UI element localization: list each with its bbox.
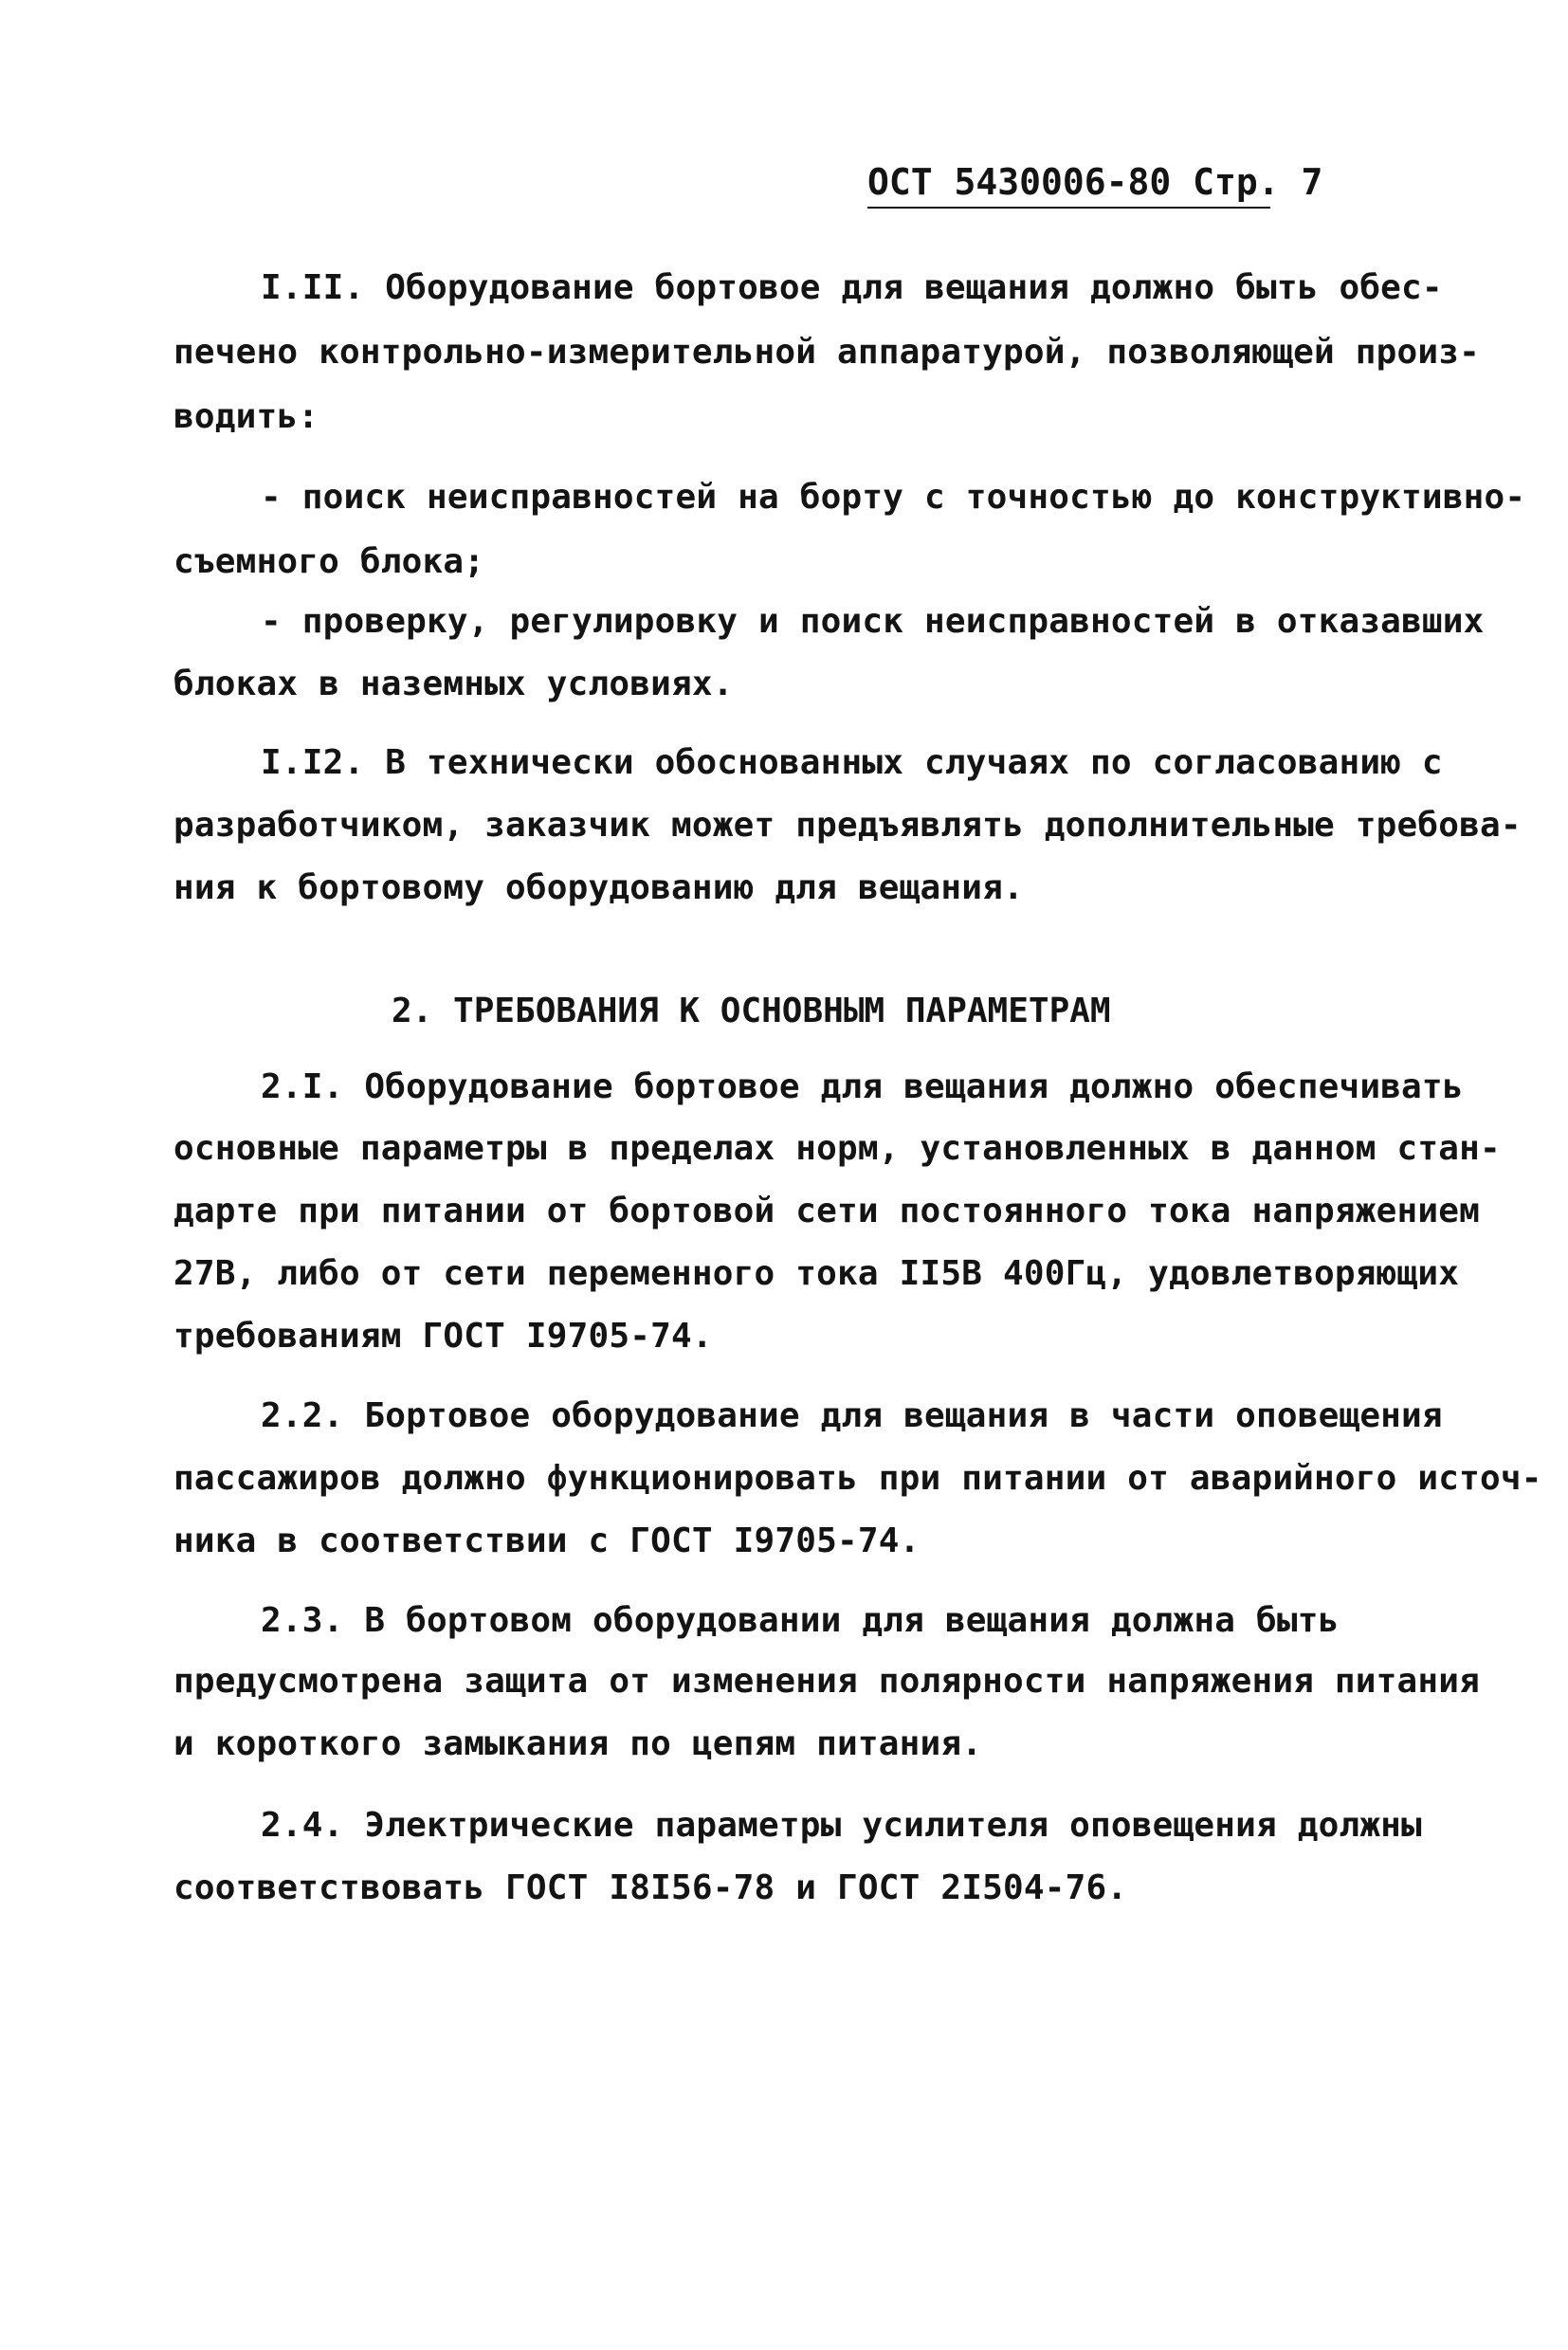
p24-line-1: 2.4. Электрические параметры усилителя оповещения должны xyxy=(261,1806,1422,1845)
header-underline xyxy=(867,207,1270,209)
p21-line-2: основные параметры в пределах норм, установленных в данном стан- xyxy=(173,1129,1501,1168)
p112-line-2: разработчиком, заказчик может предъявлять дополнительные требова- xyxy=(173,806,1522,845)
p112-line-3: ния к бортовому оборудованию для вещания. xyxy=(173,868,1024,907)
p23-line-2: предусмотрена защита от изменения полярности напряжения питания xyxy=(173,1662,1481,1701)
p24-line-2: соответствовать ГОСТ I8I56-78 и ГОСТ 2I504-76. xyxy=(173,1868,1128,1907)
item1-line-2: съемного блока; xyxy=(173,542,485,581)
p21-line-5: требованиям ГОСТ I9705-74. xyxy=(173,1317,713,1356)
p23-line-1: 2.3. В бортовом оборудовании для вещания должна быть xyxy=(261,1601,1340,1640)
p111-line-1: I.II. Оборудование бортовое для вещания должно быть обес- xyxy=(261,268,1443,307)
p21-line-3: дарте при питании от бортовой сети постоянного тока напряжением xyxy=(173,1192,1481,1230)
p111-line-2: печено контрольно-измерительной аппаратурой, позволяющей произ- xyxy=(173,333,1481,372)
section-2-heading: 2. ТРЕБОВАНИЯ К ОСНОВНЫМ ПАРАМЕТРАМ xyxy=(392,992,1111,1030)
p22-line-2: пассажиров должно функционировать при питании от аварийного источ- xyxy=(173,1459,1542,1498)
p21-line-4: 27В, либо от сети переменного тока II5В 400Гц, удовлетворяющих xyxy=(173,1254,1460,1293)
p22-line-3: ника в соответствии с ГОСТ I9705-74. xyxy=(173,1521,921,1560)
p112-line-1: I.I2. В технически обоснованных случаях по согласованию с xyxy=(261,743,1443,782)
item2-line-1: - проверку, регулировку и поиск неисправностей в отказавших xyxy=(261,602,1485,641)
page-header: ОСТ 5430006-80 Стр. 7 xyxy=(867,161,1323,203)
item1-line-1: - поиск неисправностей на борту с точностью до конструктивно- xyxy=(261,478,1526,517)
p21-line-1: 2.I. Оборудование бортовое для вещания должно обеспечивать xyxy=(261,1067,1464,1106)
item2-line-2: блоках в наземных условиях. xyxy=(173,665,734,703)
p111-line-3: водить: xyxy=(173,397,319,436)
p22-line-1: 2.2. Бортовое оборудование для вещания в части оповещения xyxy=(261,1396,1443,1435)
p23-line-3: и короткого замыкания по цепям питания. xyxy=(173,1724,983,1763)
